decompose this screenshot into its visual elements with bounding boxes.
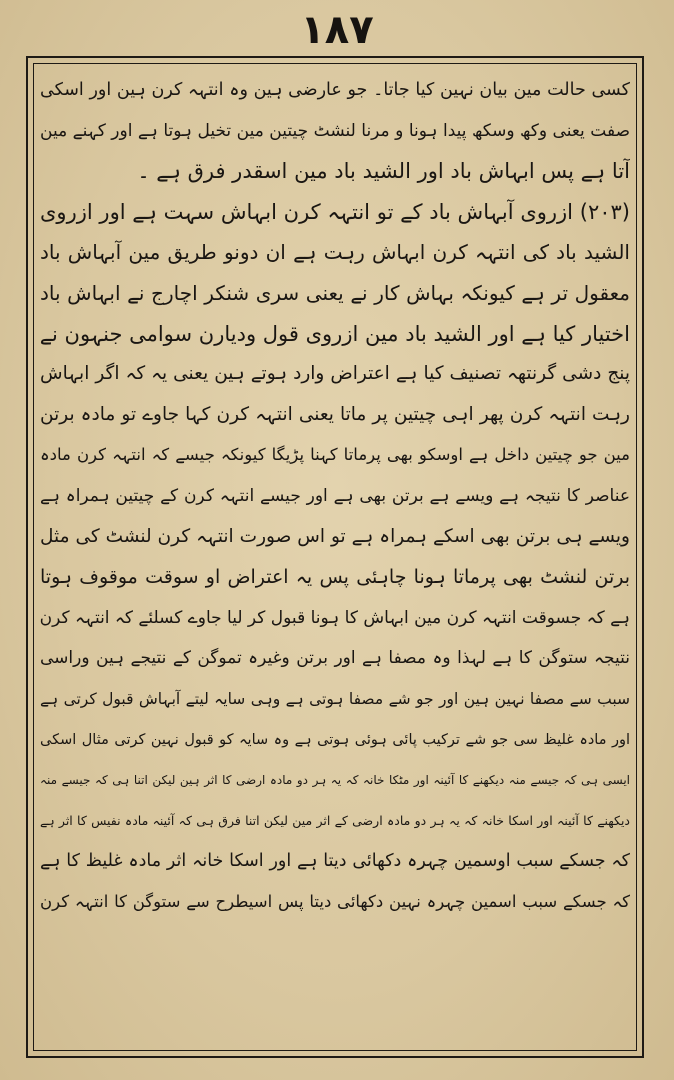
text-line: نتیجہ ستوگن کا ہے لہذا وہ مصفا ہے اور برتن وغیرہ تموگن کے نتیجے ہین وراسی [40,648,630,669]
text-line: اور مادہ غلیظ سی جو شے ترکیب پائی ہوئی ہوتی ہے وہ سایہ کو قبول نہین کرتی مثال اسکی [40,731,630,748]
text-line: رہت انتہہ کرن پھر اہی چیتین پر ماتا یعنی انتہہ کرن کہا جاوے تو مادہ برتن [40,403,630,425]
text-line: کہ جسکے سبب اسمین چہرہ نہین دکھائی دیتا پس اسیطرح سے ستوگن کا انتہہ کرن [40,891,630,911]
text-line: (۲۰۳) ازروی آبہاش باد کے تو انتہہ کرن ابہاش سہت ہے اور ازروی [40,199,630,224]
text-line: ایسی ہی کہ جیسے منہ دیکھنے کا آئینہ اور مٹکا خانہ کہ یہ ہر دو مادہ ارضی کا اثر ہین لیکن اتنا ہی کہ جیسے منہ [40,773,630,788]
text-line: مین جو چیتین داخل ہے اوسکو بھی پرماتا کہنا پڑیگا کیونکہ جیسے کہ انتہہ کرن مادہ [40,445,630,465]
text-line: الشید باد کی انتہہ کرن ابہاش رہت ہے ان دونو طریق مین آبہاش باد [40,240,630,265]
text-line: کسی حالت مین بیان نہین کیا جاتا۔ جو عارضی ہین وہ انتہہ کرن ہین اور اسکی [40,80,630,100]
text-line: عناصر کا نتیجہ ہے ویسے ہے برتن بھی ہے اور جیسے انتہہ کرن کے چیتین ہمراہ ہے [40,485,630,506]
text-line: معقول تر ہے کیونکہ بہاش کار نے یعنی سری شنکر اچارج نے ابہاش باد [40,280,630,305]
text-line: آتا ہے پس ابہاش باد اور الشید باد مین اسقدر فرق ہے ۔ [137,159,630,184]
text-line: صفت یعنی وکھ وسکھ پیدا ہونا و مرنا لنشٹ چیتین مین تخیل ہوتا ہے اور کہنے مین [40,120,630,141]
text-line: دیکھنے کا آئینہ اور اسکا خانہ کہ یہ ہر دو مادہ ارضی کے اثر مین لیکن اتنا فرق ہی کہ آئینہ مادہ نفیس کا اثر ہے [40,812,630,828]
page-number: ۱۸۷ [300,7,374,53]
text-line: سبب سے مصفا نہین ہین اور جو شے مصفا ہوتی ہے وہی سایہ لیتے آبہاش قبول کرتی ہے [40,689,630,708]
text-line: پنج دشی گرنتھہ تصنیف کیا ہے اعتراض وارد ہوتے ہین یعنی یہ کہ اگر ابہاش [40,363,630,385]
text-line: کہ جسکے سبب اوسمین چہرہ دکھائی دیتا ہے اور اسکا خانہ اثر مادہ غلیظ کا ہے [40,851,630,872]
text-line: ویسے ہی برتن بھی اسکے ہمراہ ہے تو اس صورت انتہہ کرن لنشٹ کی مثل [40,525,630,547]
text-line: ہے کہ جسوقت انتہہ کرن مین ابہاش کا ہونا قبول کر لیا جاوے کسلئے کہ انتہہ کرن [40,607,630,628]
text-line: اختیار کیا ہے اور الشید باد مین ازروی قول ودیارن سوامی جنہون نے [40,321,630,346]
text-body [40,70,630,1046]
text-line: برتن لنشٹ بھی پرماتا ہونا چاہئی پس یہ اعتراض او سوقت موقوف ہوتا [40,566,630,589]
